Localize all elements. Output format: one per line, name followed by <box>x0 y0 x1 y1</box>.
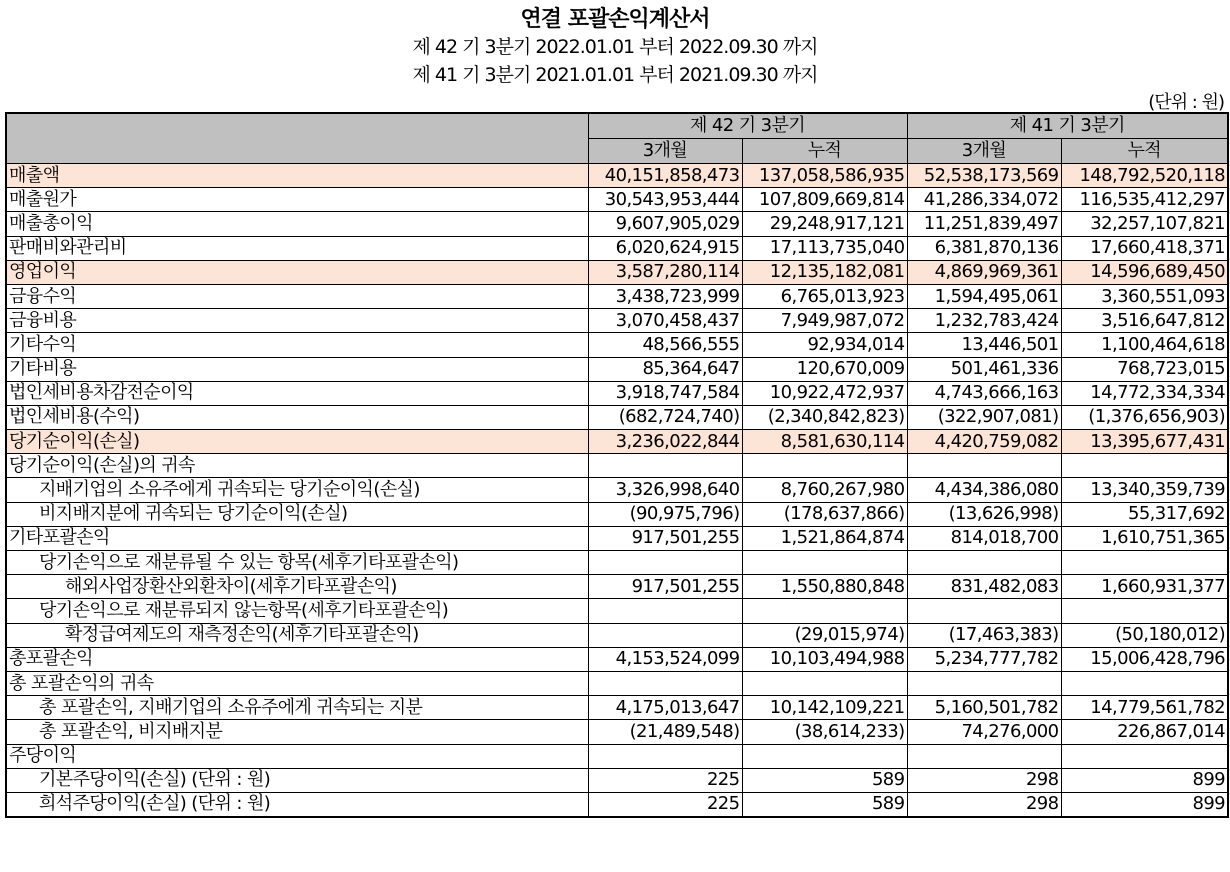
row-value: 14,772,334,334 <box>1061 381 1228 405</box>
row-label: 당기손익으로 재분류되지 않는항목(세후기타포괄손익) <box>6 599 588 623</box>
row-label: 기타수익 <box>6 333 588 357</box>
row-value: 8,760,267,980 <box>742 478 907 502</box>
row-label: 비지배지분에 귀속되는 당기순이익(손실) <box>6 502 588 526</box>
row-value: (13,626,998) <box>907 502 1061 526</box>
row-value: (178,637,866) <box>742 502 907 526</box>
row-value <box>588 623 742 647</box>
row-label: 총 포괄손익, 지배기업의 소유주에게 귀속되는 지분 <box>6 696 588 720</box>
row-value: 814,018,700 <box>907 526 1061 550</box>
row-value: 17,660,418,371 <box>1061 236 1228 260</box>
row-value: 14,779,561,782 <box>1061 696 1228 720</box>
row-value <box>588 454 742 478</box>
table-row <box>6 623 1228 647</box>
row-value <box>742 454 907 478</box>
table-row <box>6 430 1228 454</box>
row-value: (50,180,012) <box>1061 623 1228 647</box>
row-value: 4,175,013,647 <box>588 696 742 720</box>
row-value: 1,660,931,377 <box>1061 575 1228 599</box>
row-value: 11,251,839,497 <box>907 212 1061 236</box>
row-value: 1,594,495,061 <box>907 284 1061 308</box>
row-value: 107,809,669,814 <box>742 188 907 212</box>
row-value: 1,232,783,424 <box>907 309 1061 333</box>
row-value: 1,521,864,874 <box>742 526 907 550</box>
unit-label: (단위 : 원) <box>1148 92 1224 113</box>
statement-title: 연결 포괄손익계산서 <box>520 7 710 32</box>
row-label: 금융비용 <box>6 309 588 333</box>
row-value <box>588 599 742 623</box>
row-value: 120,670,009 <box>742 357 907 381</box>
row-label: 당기순이익(손실) <box>6 430 588 454</box>
row-value: 48,566,555 <box>588 333 742 357</box>
row-value: (21,489,548) <box>588 720 742 744</box>
row-value: 10,103,494,988 <box>742 647 907 671</box>
row-value: 116,535,412,297 <box>1061 188 1228 212</box>
row-value <box>907 671 1061 695</box>
row-value: 9,607,905,029 <box>588 212 742 236</box>
table-row <box>6 478 1228 502</box>
row-value: 8,581,630,114 <box>742 430 907 454</box>
row-label: 지배기업의 소유주에게 귀속되는 당기순이익(손실) <box>6 478 588 502</box>
table-row <box>6 744 1228 768</box>
row-value: (1,376,656,903) <box>1061 405 1228 429</box>
row-label: 기본주당이익(손실) (단위 : 원) <box>6 768 588 792</box>
row-label: 총 포괄손익의 귀속 <box>6 671 588 695</box>
row-value <box>907 551 1061 575</box>
row-value: 4,743,666,163 <box>907 381 1061 405</box>
row-value: 10,922,472,937 <box>742 381 907 405</box>
row-label: 매출액 <box>6 164 588 188</box>
income-statement-table <box>5 112 1229 818</box>
table-row <box>6 768 1228 792</box>
row-value: 6,381,870,136 <box>907 236 1061 260</box>
row-value: 4,869,969,361 <box>907 260 1061 284</box>
row-value: 3,918,747,584 <box>588 381 742 405</box>
row-value <box>1061 744 1228 768</box>
row-value <box>1061 671 1228 695</box>
row-value <box>742 671 907 695</box>
row-value <box>742 551 907 575</box>
row-value: 3,070,458,437 <box>588 309 742 333</box>
row-value: 41,286,334,072 <box>907 188 1061 212</box>
header-period-prior: 제 41 기 3분기 <box>907 113 1228 139</box>
row-value <box>1061 454 1228 478</box>
table-row <box>6 405 1228 429</box>
table-row <box>6 551 1228 575</box>
row-value: 29,248,917,121 <box>742 212 907 236</box>
table-row <box>6 502 1228 526</box>
table-row <box>6 792 1228 817</box>
row-value: 7,949,987,072 <box>742 309 907 333</box>
row-value <box>907 454 1061 478</box>
row-label: 당기순이익(손실)의 귀속 <box>6 454 588 478</box>
table-row <box>6 671 1228 695</box>
row-value: 298 <box>907 768 1061 792</box>
row-value: 12,135,182,081 <box>742 260 907 284</box>
header-blank <box>6 113 588 164</box>
row-value: 74,276,000 <box>907 720 1061 744</box>
header-3months: 3개월 <box>907 139 1061 164</box>
table-row <box>6 260 1228 284</box>
row-value: 40,151,858,473 <box>588 164 742 188</box>
table-row <box>6 647 1228 671</box>
row-value: 30,543,953,444 <box>588 188 742 212</box>
row-label: 총포괄손익 <box>6 647 588 671</box>
row-label: 당기손익으로 재분류될 수 있는 항목(세후기타포괄손익) <box>6 551 588 575</box>
row-value: 3,516,647,812 <box>1061 309 1228 333</box>
row-label: 주당이익 <box>6 744 588 768</box>
table-row <box>6 599 1228 623</box>
row-value: 13,395,677,431 <box>1061 430 1228 454</box>
period-current: 제 42 기 3분기 2022.01.01 부터 2022.09.30 까지 <box>412 36 818 58</box>
row-label: 금융수익 <box>6 284 588 308</box>
table-row <box>6 164 1228 188</box>
table-row <box>6 236 1228 260</box>
row-value <box>1061 551 1228 575</box>
header-period-current: 제 42 기 3분기 <box>588 113 907 139</box>
row-value: 501,461,336 <box>907 357 1061 381</box>
row-value: 1,610,751,365 <box>1061 526 1228 550</box>
row-value: 32,257,107,821 <box>1061 212 1228 236</box>
row-label: 매출원가 <box>6 188 588 212</box>
table-row <box>6 720 1228 744</box>
row-value: 1,100,464,618 <box>1061 333 1228 357</box>
row-value <box>588 744 742 768</box>
table-row <box>6 212 1228 236</box>
table-row <box>6 526 1228 550</box>
row-value: 917,501,255 <box>588 526 742 550</box>
row-value: 298 <box>907 792 1061 817</box>
row-label: 판매비와관리비 <box>6 236 588 260</box>
row-label: 기타포괄손익 <box>6 526 588 550</box>
row-value: (17,463,383) <box>907 623 1061 647</box>
row-value: (38,614,233) <box>742 720 907 744</box>
row-value: 899 <box>1061 792 1228 817</box>
row-value: (2,340,842,823) <box>742 405 907 429</box>
row-value <box>1061 599 1228 623</box>
row-value: 14,596,689,450 <box>1061 260 1228 284</box>
row-value: 15,006,428,796 <box>1061 647 1228 671</box>
table-row <box>6 381 1228 405</box>
table-row <box>6 284 1228 308</box>
row-value: 589 <box>742 768 907 792</box>
row-value: 4,420,759,082 <box>907 430 1061 454</box>
header-cumulative: 누적 <box>1061 139 1228 164</box>
row-value: 3,438,723,999 <box>588 284 742 308</box>
row-value: 917,501,255 <box>588 575 742 599</box>
row-value: (322,907,081) <box>907 405 1061 429</box>
row-value: 3,360,551,093 <box>1061 284 1228 308</box>
row-label: 매출총이익 <box>6 212 588 236</box>
row-value: 3,236,022,844 <box>588 430 742 454</box>
header-cumulative: 누적 <box>742 139 907 164</box>
row-value: 5,160,501,782 <box>907 696 1061 720</box>
table-row <box>6 454 1228 478</box>
row-value: 3,326,998,640 <box>588 478 742 502</box>
row-value: 3,587,280,114 <box>588 260 742 284</box>
row-value: 13,340,359,739 <box>1061 478 1228 502</box>
row-value: 55,317,692 <box>1061 502 1228 526</box>
table-row <box>6 188 1228 212</box>
table-row <box>6 333 1228 357</box>
row-value: 85,364,647 <box>588 357 742 381</box>
table-row <box>6 357 1228 381</box>
row-value <box>907 599 1061 623</box>
row-value: 92,934,014 <box>742 333 907 357</box>
row-value: 4,434,386,080 <box>907 478 1061 502</box>
header-3months: 3개월 <box>588 139 742 164</box>
row-label: 희석주당이익(손실) (단위 : 원) <box>6 792 588 817</box>
row-value: 899 <box>1061 768 1228 792</box>
row-value: 137,058,586,935 <box>742 164 907 188</box>
table-row <box>6 575 1228 599</box>
row-label: 법인세비용(수익) <box>6 405 588 429</box>
row-label: 확정급여제도의 재측정손익(세후기타포괄손익) <box>6 623 588 647</box>
row-value: 148,792,520,118 <box>1061 164 1228 188</box>
row-label: 총 포괄손익, 비지배지분 <box>6 720 588 744</box>
table-row <box>6 309 1228 333</box>
row-value: 6,020,624,915 <box>588 236 742 260</box>
row-value: (682,724,740) <box>588 405 742 429</box>
row-value: (29,015,974) <box>742 623 907 647</box>
row-value <box>907 744 1061 768</box>
row-value: 768,723,015 <box>1061 357 1228 381</box>
row-value: 5,234,777,782 <box>907 647 1061 671</box>
row-label: 영업이익 <box>6 260 588 284</box>
row-value <box>742 744 907 768</box>
row-value: 6,765,013,923 <box>742 284 907 308</box>
row-value <box>588 551 742 575</box>
row-value: 226,867,014 <box>1061 720 1228 744</box>
row-label: 기타비용 <box>6 357 588 381</box>
row-value: (90,975,796) <box>588 502 742 526</box>
row-value: 17,113,735,040 <box>742 236 907 260</box>
row-label: 법인세비용차감전순이익 <box>6 381 588 405</box>
row-value: 225 <box>588 792 742 817</box>
period-prior: 제 41 기 3분기 2021.01.01 부터 2021.09.30 까지 <box>412 64 818 86</box>
row-label: 해외사업장환산외환차이(세후기타포괄손익) <box>6 575 588 599</box>
row-value: 589 <box>742 792 907 817</box>
row-value: 4,153,524,099 <box>588 647 742 671</box>
row-value: 225 <box>588 768 742 792</box>
row-value <box>588 671 742 695</box>
row-value: 13,446,501 <box>907 333 1061 357</box>
row-value: 52,538,173,569 <box>907 164 1061 188</box>
table-row <box>6 696 1228 720</box>
row-value: 10,142,109,221 <box>742 696 907 720</box>
row-value: 1,550,880,848 <box>742 575 907 599</box>
row-value <box>742 599 907 623</box>
row-value: 831,482,083 <box>907 575 1061 599</box>
